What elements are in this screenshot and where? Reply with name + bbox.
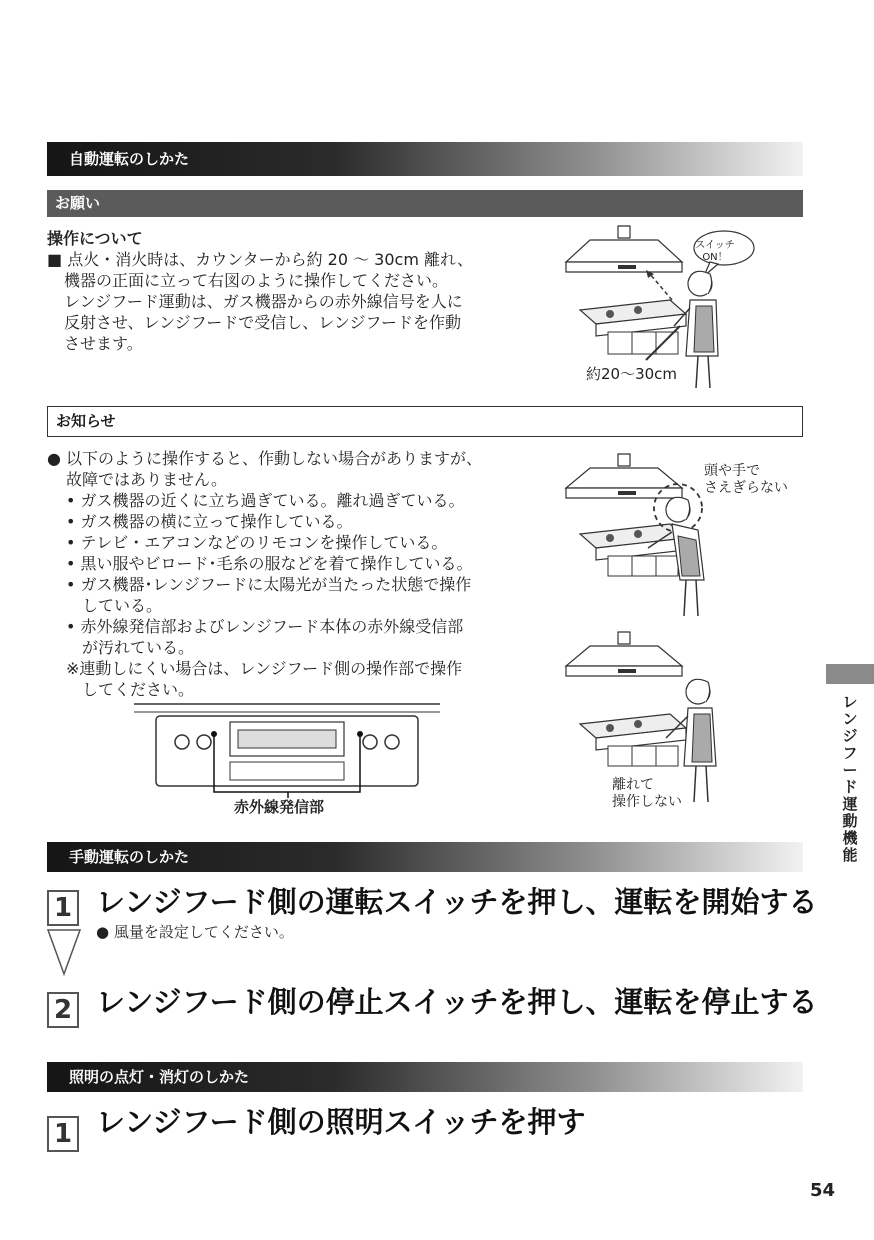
page-number: 54 (810, 1180, 836, 1201)
notice-line: • 赤外線発信部およびレンジフード本体の赤外線受信部 (66, 617, 464, 636)
request-line: 反射させ、レンジフードで受信し、レンジフードを作動 (64, 313, 461, 332)
notice-line: ※連動しにくい場合は、レンジフード側の操作部で操作 (66, 659, 463, 678)
request-heading: 操作について (47, 229, 143, 248)
ir-emitter-label: 赤外線発信部 (234, 798, 325, 816)
notice-line: • ガス機器･レンジフードに太陽光が当たった状態で操作 (66, 575, 472, 594)
request-line: レンジフード運動は、ガス機器からの赤外線信号を人に (64, 292, 463, 311)
section-header-manual: 手動運転のしかた (47, 842, 803, 872)
head-blocking-illustration (560, 452, 720, 622)
notice-line: が汚れている。 (82, 638, 195, 657)
switch-on-bubble: スイッチ ON！ (695, 240, 735, 263)
distance-caption: 約20～30cm (586, 365, 678, 383)
manual-step1-subtext: ● 風量を設定してください。 (96, 923, 294, 941)
manual-step1-number: 1 (47, 890, 79, 926)
head-blocking-caption: 頭や手で さえぎらない (704, 463, 788, 496)
stove-panel-illustration (134, 700, 440, 800)
side-tab-marker (826, 664, 874, 684)
notice-line: 故障ではありません。 (66, 470, 227, 489)
light-step1-title: レンジフード側の照明スイッチを押す (96, 1105, 586, 1139)
light-step1-number: 1 (47, 1116, 79, 1152)
too-far-caption: 離れて 操作しない (612, 777, 682, 810)
side-chapter-label: レ ン ジ フ ー ド 運 動 機 能 (842, 693, 858, 864)
notice-header: お知らせ (47, 406, 803, 437)
notice-line: • ガス機器の横に立って操作している。 (66, 512, 353, 531)
manual-step2-title: レンジフード側の停止スイッチを押し、運転を停止する (96, 985, 818, 1019)
request-line: ■ 点火・消火時は、カウンターから約 20 ～ 30cm 離れ、 (47, 250, 473, 269)
request-line: させます。 (64, 334, 143, 353)
notice-line: • テレビ・エアコンなどのリモコンを操作している。 (66, 533, 448, 552)
notice-line: • 黒い服やビロード･毛糸の服などを着て操作している。 (66, 554, 473, 573)
manual-step1-title: レンジフード側の運転スイッチを押し、運転を開始する (96, 885, 818, 919)
notice-line: • ガス機器の近くに立ち過ぎている。離れ過ぎている。 (66, 491, 465, 510)
manual-step2-number: 2 (47, 992, 79, 1028)
section-header-light: 照明の点灯・消灯のしかた (47, 1062, 803, 1092)
notice-line: ● 以下のように操作すると、作動しない場合がありますが、 (47, 449, 483, 468)
request-header: お願い (47, 190, 803, 217)
request-line: 機器の正面に立って右図のように操作してください。 (64, 271, 449, 290)
notice-line: している。 (82, 596, 163, 615)
notice-line: してください。 (82, 680, 195, 699)
section-header-auto: 自動運転のしかた (47, 142, 803, 176)
